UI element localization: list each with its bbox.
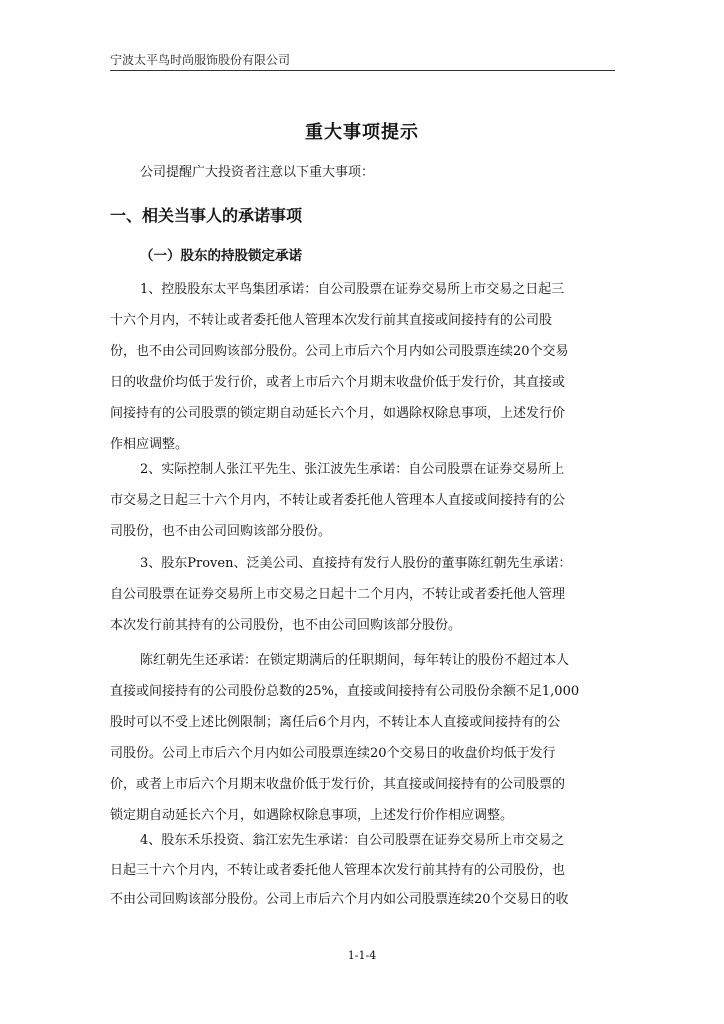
paragraph-line: 直接或间接持有的公司股份总数的25%，直接或间接持有公司股份余额不足1,000 bbox=[110, 684, 580, 699]
paragraph-line: 4、股东禾乐投资、翁江宏先生承诺：自公司股票在证券交易所上市交易之 bbox=[140, 833, 565, 848]
paragraph-line: 市交易之日起三十六个月内，不转让或者委托他人管理本人直接或间接持有的公 bbox=[110, 493, 566, 508]
paragraph-line: 1、控股股东太平鸟集团承诺：自公司股票在证券交易所上市交易之日起三 bbox=[140, 282, 565, 297]
page-title: 重大事项提示 bbox=[305, 122, 419, 143]
paragraph-line: 价，或者上市后六个月期末收盘价低于发行价，其直接或间接持有的公司股票的 bbox=[110, 777, 566, 792]
paragraph-line: 司股份，也不由公司回购该部分股份。 bbox=[110, 524, 332, 539]
paragraph-line: 份，也不由公司回购该部分股份。公司上市后六个月内如公司股票连续20个交易 bbox=[110, 344, 569, 359]
paragraph-line: 司股份。公司上市后六个月内如公司股票连续20个交易日的收盘价均低于发行 bbox=[110, 746, 556, 761]
paragraph-line: 间接持有的公司股票的锁定期自动延长六个月，如遇除权除息事项，上述发行价 bbox=[110, 406, 566, 421]
paragraph-line: 自公司股票在证券交易所上市交易之日起十二个月内，不转让或者委托他人管理 bbox=[110, 587, 566, 602]
page-header bbox=[110, 50, 615, 71]
paragraph-line: 日的收盘价均低于发行价，或者上市后六个月期末收盘价低于发行价，其直接或 bbox=[110, 375, 566, 390]
company-name: 宁波太平鸟时尚服饰股份有限公司 bbox=[110, 53, 291, 67]
page-number: 1-1-4 bbox=[347, 949, 377, 962]
paragraph-line: 作相应调整。 bbox=[110, 437, 189, 452]
paragraph-line: 十六个月内，不转让或者委托他人管理本次发行前其直接或间接持有的公司股 bbox=[110, 313, 553, 328]
paragraph-line: 3、股东Proven、泛美公司、直接持有发行人股份的董事陈红朝先生承诺： bbox=[140, 556, 572, 571]
paragraph-line: 不由公司回购该部分股份。公司上市后六个月内如公司股票连续20个交易日的收 bbox=[110, 892, 569, 907]
paragraph-line: 陈红朝先生还承诺：在锁定期满后的任职期间，每年转让的股份不超过本人 bbox=[140, 653, 570, 668]
paragraph-line: 日起三十六个月内，不转让或者委托他人管理本次发行前其持有的公司股份，也 bbox=[110, 863, 566, 878]
subsection-heading: （一）股东的持股锁定承诺 bbox=[140, 248, 302, 264]
paragraph-line: 本次发行前其持有的公司股份，也不由公司回购该部分股份。 bbox=[110, 618, 462, 633]
paragraph-line: 锁定期自动延长六个月，如遇除权除息事项，上述发行价作相应调整。 bbox=[110, 808, 514, 823]
paragraph-line: 股时可以不受上述比例限制；离任后6个月内，不转让本人直接或间接持有的公 bbox=[110, 715, 561, 730]
intro-text: 公司提醒广大投资者注意以下重大事项： bbox=[140, 165, 375, 180]
paragraph-line: 2、实际控制人张江平先生、张江波先生承诺：自公司股票在证券交易所上 bbox=[140, 462, 565, 477]
section-heading: 一、相关当事人的承诺事项 bbox=[110, 206, 303, 225]
